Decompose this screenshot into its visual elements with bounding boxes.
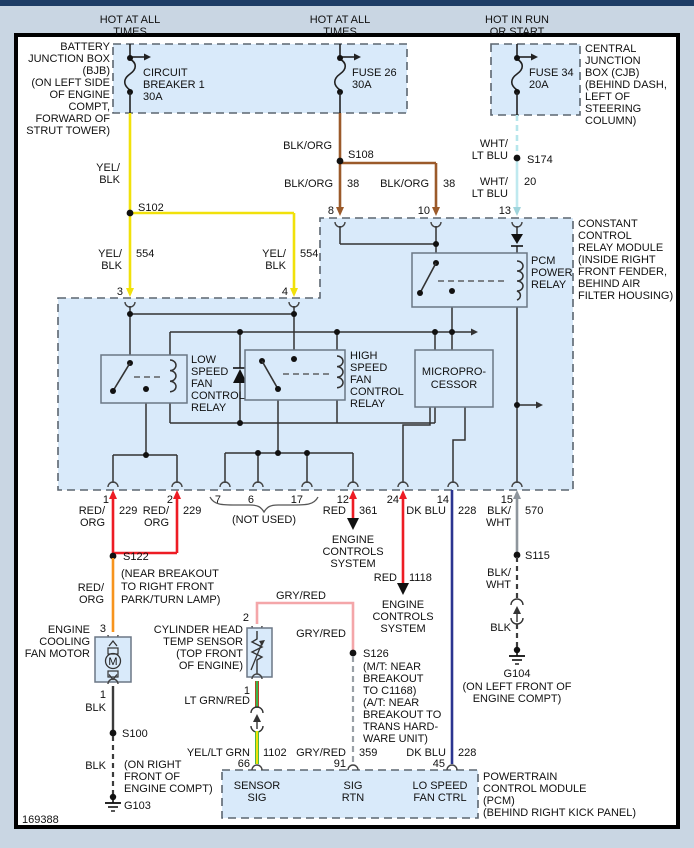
circuit-number: 361 bbox=[359, 505, 378, 517]
hot-label: HOT AT ALL bbox=[99, 14, 161, 26]
pin-number: 13 bbox=[498, 205, 511, 217]
splice-note: TO RIGHT FRONT bbox=[121, 581, 215, 593]
ground-location: ENGINE COMPT) bbox=[124, 783, 213, 795]
circuit-number: 229 bbox=[119, 505, 138, 517]
svg-text:(BEHIND RIGHT KICK PANEL): (BEHIND RIGHT KICK PANEL) bbox=[483, 807, 637, 819]
microprocessor bbox=[415, 350, 493, 407]
pin-number: 4 bbox=[281, 286, 288, 298]
svg-text:SIG: SIG bbox=[247, 792, 267, 804]
fuse34-label: FUSE 34 bbox=[529, 67, 574, 79]
circuit-number: 554 bbox=[136, 248, 155, 260]
figure-id: 169388 bbox=[22, 814, 59, 826]
svg-text:RELAY: RELAY bbox=[350, 398, 386, 410]
wire-label: RED bbox=[373, 572, 397, 584]
svg-text:S102: S102 bbox=[138, 202, 164, 214]
svg-text:LO SPEED: LO SPEED bbox=[412, 780, 468, 792]
destination: SYSTEM bbox=[330, 558, 376, 570]
svg-text:BOX (CJB): BOX (CJB) bbox=[585, 67, 640, 79]
svg-text:LEFT OF: LEFT OF bbox=[585, 91, 631, 103]
wire-label: WHT bbox=[485, 517, 511, 529]
circuit-breaker-label: 30A bbox=[143, 91, 163, 103]
wire-label: LT BLU bbox=[471, 150, 508, 162]
hot-label: HOT AT ALL bbox=[309, 14, 371, 26]
svg-text:24: 24 bbox=[386, 494, 399, 506]
pin-number: 10 bbox=[417, 205, 430, 217]
svg-text:(BJB): (BJB) bbox=[82, 65, 110, 77]
wire-label: YEL/LT GRN bbox=[186, 747, 250, 759]
splice-note: WARE UNIT) bbox=[363, 733, 428, 745]
circuit-number: 38 bbox=[347, 178, 360, 190]
wire-label: BLK bbox=[265, 260, 286, 272]
svg-text:PCM: PCM bbox=[531, 255, 556, 267]
wire-label: RED bbox=[322, 505, 346, 517]
circuit-number: 1118 bbox=[409, 572, 432, 584]
pin-number: 91 bbox=[333, 758, 346, 770]
ground-location: ENGINE COMPT) bbox=[472, 693, 562, 705]
wire-label: YEL/ bbox=[96, 162, 120, 174]
svg-text:CONTROL: CONTROL bbox=[578, 230, 632, 242]
destination: ENGINE bbox=[381, 599, 425, 611]
svg-text:2: 2 bbox=[166, 494, 173, 506]
wire-label: WHT/ bbox=[479, 176, 508, 188]
pin-number: 45 bbox=[432, 758, 445, 770]
wire-label: BLK bbox=[99, 174, 120, 186]
wire-label: BLK/ bbox=[487, 505, 511, 517]
motor-m: M bbox=[108, 656, 118, 668]
pin-number: 66 bbox=[237, 758, 250, 770]
top-title-bar bbox=[0, 0, 694, 6]
wire-label: BLK/ bbox=[487, 567, 511, 579]
high-speed-relay bbox=[245, 350, 345, 400]
svg-text:MICROPRO-: MICROPRO- bbox=[421, 366, 487, 378]
hot-label: TIMES bbox=[113, 26, 147, 38]
svg-text:FORWARD OF: FORWARD OF bbox=[35, 113, 110, 125]
circuit-number: 228 bbox=[458, 747, 477, 759]
low-speed-relay bbox=[101, 355, 187, 403]
svg-text:POWER: POWER bbox=[531, 267, 573, 279]
svg-text:S100: S100 bbox=[122, 728, 148, 740]
wire-label: ORG bbox=[79, 517, 105, 529]
svg-text:JUNCTION BOX: JUNCTION BOX bbox=[28, 53, 110, 65]
svg-text:(NOT USED): (NOT USED) bbox=[232, 514, 296, 526]
svg-text:SENSOR: SENSOR bbox=[233, 780, 281, 792]
svg-text:POWERTRAIN: POWERTRAIN bbox=[483, 771, 558, 783]
circuit-number: 38 bbox=[443, 178, 456, 190]
svg-text:FAN CTRL: FAN CTRL bbox=[413, 792, 467, 804]
svg-text:12: 12 bbox=[336, 494, 349, 506]
svg-text:STRUT TOWER): STRUT TOWER) bbox=[26, 125, 110, 137]
wire-label: BLK bbox=[85, 760, 106, 772]
wire-label: BLK bbox=[490, 622, 511, 634]
svg-text:S174: S174 bbox=[527, 154, 553, 166]
svg-text:(BEHIND DASH,: (BEHIND DASH, bbox=[585, 79, 667, 91]
wire-label: LT GRN/RED bbox=[184, 695, 250, 707]
svg-text:HIGH: HIGH bbox=[350, 350, 378, 362]
component-label: OF ENGINE) bbox=[178, 660, 243, 672]
wire-label: GRY/RED bbox=[296, 628, 346, 640]
wire-label: BLK bbox=[85, 702, 106, 714]
svg-text:BEHIND AIR: BEHIND AIR bbox=[578, 278, 641, 290]
pin-number: 2 bbox=[242, 612, 249, 624]
destination: SYSTEM bbox=[380, 623, 426, 635]
destination: CONTROLS bbox=[322, 546, 384, 558]
hot-label: TIMES bbox=[323, 26, 357, 38]
wire-label: LT BLU bbox=[471, 188, 508, 200]
circuit-number: 229 bbox=[183, 505, 202, 517]
svg-text:CESSOR: CESSOR bbox=[430, 379, 478, 391]
circuit-number: 359 bbox=[359, 747, 378, 759]
svg-text:CENTRAL: CENTRAL bbox=[585, 43, 637, 55]
wire-label: DK BLU bbox=[406, 747, 446, 759]
wire-label: BLK bbox=[101, 260, 122, 272]
wire-label: BLK/ORG bbox=[284, 178, 333, 190]
splice-note: (A/T: NEAR bbox=[363, 697, 420, 709]
fuse34-label: 20A bbox=[529, 79, 549, 91]
svg-text:1: 1 bbox=[102, 494, 109, 506]
ground-location: (ON RIGHT bbox=[124, 759, 182, 771]
svg-text:(INSIDE RIGHT: (INSIDE RIGHT bbox=[578, 254, 656, 266]
pin-number: 3 bbox=[99, 623, 106, 635]
splice-note: TO C1168) bbox=[363, 685, 417, 697]
svg-text:14: 14 bbox=[436, 494, 449, 506]
wire-label: WHT/ bbox=[479, 138, 508, 150]
svg-text:RELAY: RELAY bbox=[531, 279, 567, 291]
circuit-breaker-label: BREAKER 1 bbox=[143, 79, 205, 91]
wire-label: GRY/RED bbox=[276, 590, 326, 602]
svg-text:FAN: FAN bbox=[191, 378, 213, 390]
wire-label: YEL/ bbox=[98, 248, 122, 260]
svg-text:CONTROL MODULE: CONTROL MODULE bbox=[483, 783, 587, 795]
svg-text:CONTROL: CONTROL bbox=[191, 390, 245, 402]
splice-note: (NEAR BREAKOUT bbox=[121, 568, 219, 580]
cht-sensor bbox=[247, 626, 272, 679]
pin-number: 3 bbox=[116, 286, 123, 298]
svg-text:STEERING: STEERING bbox=[585, 103, 642, 115]
pin-number: 1 bbox=[99, 689, 106, 701]
svg-text:17: 17 bbox=[290, 494, 303, 506]
svg-text:BATTERY: BATTERY bbox=[60, 41, 110, 53]
svg-text:RTN: RTN bbox=[341, 792, 365, 804]
splice-note: BREAKOUT bbox=[363, 673, 424, 685]
pin-number: 1 bbox=[243, 685, 250, 697]
circuit-number: 228 bbox=[458, 505, 477, 517]
svg-text:7: 7 bbox=[214, 494, 221, 506]
destination: CONTROLS bbox=[372, 611, 434, 623]
ground-location: (ON LEFT FRONT OF bbox=[462, 681, 572, 693]
ground-location: FRONT OF bbox=[124, 771, 181, 783]
pin-number: 8 bbox=[327, 205, 334, 217]
svg-text:COMPT,: COMPT, bbox=[68, 101, 110, 113]
fuse26-label: 30A bbox=[352, 79, 372, 91]
svg-text:(ON LEFT SIDE: (ON LEFT SIDE bbox=[31, 77, 110, 89]
svg-text:S126: S126 bbox=[363, 648, 389, 660]
svg-text:JUNCTION: JUNCTION bbox=[585, 55, 641, 67]
wire-label: RED/ bbox=[77, 582, 104, 594]
svg-text:CONTROL: CONTROL bbox=[350, 386, 404, 398]
circuit-number: 1102 bbox=[263, 747, 287, 759]
wire-label: YEL/ bbox=[262, 248, 286, 260]
hot-label: OR START bbox=[489, 26, 545, 38]
wire-label: BLK/ORG bbox=[380, 178, 429, 190]
wire-label: RED/ bbox=[142, 505, 169, 517]
component-label: (TOP FRONT bbox=[176, 648, 243, 660]
ground-id: G103 bbox=[124, 800, 151, 812]
wire-label: BLK/ORG bbox=[283, 140, 332, 152]
svg-text:S122: S122 bbox=[123, 551, 149, 563]
circuit-number: 570 bbox=[525, 505, 544, 517]
svg-text:RELAY: RELAY bbox=[191, 402, 227, 414]
splice-note: PARK/TURN LAMP) bbox=[121, 594, 221, 606]
svg-text:COLUMN): COLUMN) bbox=[585, 115, 637, 127]
svg-text:15: 15 bbox=[500, 494, 513, 506]
svg-text:FILTER HOUSING): FILTER HOUSING) bbox=[578, 290, 674, 302]
hot-label: HOT IN RUN bbox=[485, 14, 549, 26]
circuit-number: 554 bbox=[300, 248, 319, 260]
wire-label: ORG bbox=[78, 594, 104, 606]
component-label: ENGINE bbox=[47, 624, 90, 636]
svg-text:FRONT FENDER,: FRONT FENDER, bbox=[578, 266, 668, 278]
wire-label: GRY/RED bbox=[296, 747, 346, 759]
svg-text:(PCM): (PCM) bbox=[483, 795, 515, 807]
wire-label: WHT bbox=[485, 579, 511, 591]
splice-note: TRANS HARD- bbox=[363, 721, 439, 733]
component-label: COOLING bbox=[39, 636, 90, 648]
fuse26-label: FUSE 26 bbox=[352, 67, 397, 79]
svg-text:FAN: FAN bbox=[350, 374, 372, 386]
destination: ENGINE bbox=[331, 534, 375, 546]
svg-text:SIG: SIG bbox=[343, 780, 363, 792]
fan-motor bbox=[95, 635, 131, 684]
component-label: CYLINDER HEAD bbox=[153, 624, 243, 636]
wire-label: ORG bbox=[143, 517, 169, 529]
component-label: TEMP SENSOR bbox=[163, 636, 243, 648]
svg-text:RELAY MODULE: RELAY MODULE bbox=[578, 242, 664, 254]
wire-label: RED/ bbox=[78, 505, 105, 517]
svg-text:OF ENGINE: OF ENGINE bbox=[49, 89, 110, 101]
splice-note: BREAKOUT TO bbox=[363, 709, 442, 721]
circuit-number: 20 bbox=[524, 176, 537, 188]
splice-note: (M/T: NEAR bbox=[363, 661, 422, 673]
circuit-breaker-label: CIRCUIT bbox=[143, 67, 188, 79]
svg-text:SPEED: SPEED bbox=[191, 366, 229, 378]
ground-id: G104 bbox=[503, 668, 531, 680]
wire-label: DK BLU bbox=[406, 505, 446, 517]
component-label: FAN MOTOR bbox=[24, 648, 90, 660]
svg-text:6: 6 bbox=[247, 494, 254, 506]
svg-text:S108: S108 bbox=[348, 149, 374, 161]
svg-text:SPEED: SPEED bbox=[350, 362, 388, 374]
svg-text:LOW: LOW bbox=[191, 354, 217, 366]
svg-text:S115: S115 bbox=[525, 550, 550, 562]
pcm-power-relay bbox=[412, 253, 527, 307]
svg-text:CONSTANT: CONSTANT bbox=[578, 218, 638, 230]
